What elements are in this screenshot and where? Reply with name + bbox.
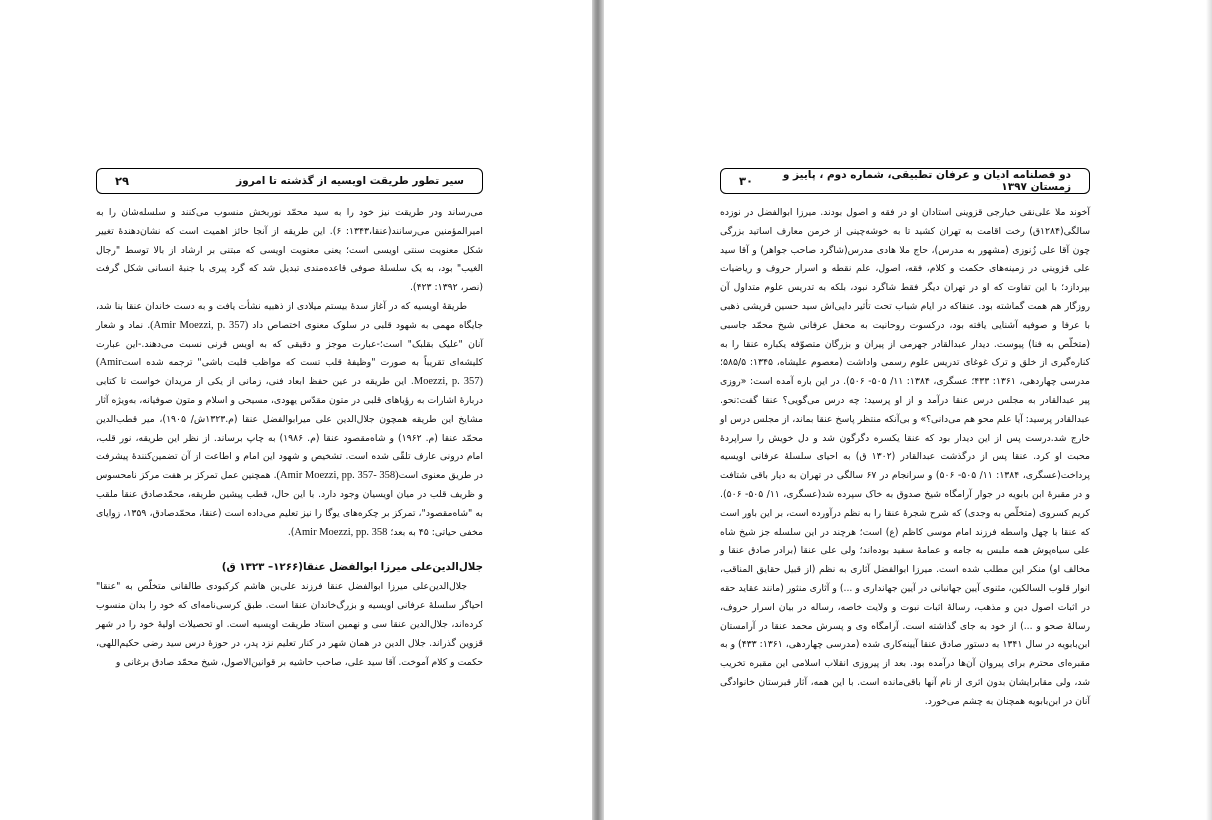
left-page-header bbox=[96, 168, 483, 194]
book-spine bbox=[592, 0, 604, 820]
citation: (Amir Moezzi, p. 357) bbox=[96, 357, 483, 388]
right-page-header bbox=[720, 168, 1090, 194]
text-run: . این طریقه در عین حفظ ابعاد فنی، زمانی از یکی از مریدان خواست تا کتابی دربارۀ اشارات به رؤیاهای قلبی در متون مقدّس یهودی، مسیحی و اسلام و متون صوفیانه، به‌ویژه آثار مشایخ این طریقه همچون جلال‌الدین علی میرابوالفضل عنقا (م.۱۳۲۳ش/ ۱۹۰۵)، میر قطب‌الدین محمّد عنقا (م. ۱۹۶۲) و شاه‌مقصود عنقا (م. ۱۹۸۶) به چاپ برساند. از نظر این طریقه، نور قلب، امام درونی عارف تلقّی شده است. تشخیص و شهود این امام و اطاعت از آن تضمین‌کنندۀ پیشرفت در طریق معنوی است bbox=[96, 376, 484, 482]
citation: Amir Moezzi, pp. 358 bbox=[294, 526, 388, 538]
section-gap bbox=[96, 542, 483, 556]
right-page-body bbox=[720, 204, 1090, 712]
text-run: ). bbox=[287, 526, 295, 538]
running-title: سیر تطور طریقت اویسیه از گذشته تا امروز bbox=[236, 175, 464, 187]
text-run: . همچنین عمل تمرکز بر هفت مرکز نامحسوس و ظریف قلب در میان اویسیان وجود دارد. با این حال، قطب پیشین طریقه، محمّدصادق عنقا ملقب به "شاه‌مقصود"، تمرکز بر چکره‌های یوگا را نیز تعلیم می‌داده است (عنقا، محمّدصادق، ۱۳۵۹، زوایای مخفی حیاتی: ۴۵ به بعد؛ bbox=[96, 470, 483, 538]
paragraph: می‌رساند ودر طریقت نیز خود را به سید محمّد نوربخش منسوب می‌کنند و سلسله‌شان را به امیرالمؤمنین می‌رسانند(عنقا،۱۳۴۳: ۶). این طریقه از آنجا حائز اهمیت است که نشان‌دهندۀ تغییر شکل معنویت سنتی اویسی است؛ یعنی معنویت اویسی که مبتنی بر ارشاد از بالا توسط "رجال الغیب" بود، به یک سلسلۀ صوفی قاعده‌مندی تبدیل شد که گرد پیری با جنبۀ انسانی شکل گرفت (نصر، ۱۳۹۲: ۴۲۳). bbox=[96, 207, 483, 294]
paragraph: آخوند ملا علی‌نقی خیارجی قزوینی استادان او در فقه و اصول بودند. میرزا ابوالفضل در نوزده سالگی(۱۲۸۴ق) رخت اقامت به تهران کشید تا به خوشه‌چینی از خرمن معارف اساتید بزرگی چون آقا علی زُنوزی (مشهور به مدرس)، حاج ملا هادی مدرس(شاگرد صاحب جواهر) و آقا سید علی قزوینی در زمینه‌های حکمت و کلام، فقه، اصول، علم نقطه و اسرار حروف و ریاضیات بپردازد؛ با این تفاوت که او در تهران دیگر فقط شاگرد نبود، بلکه به تدریس علوم متداول آن روزگار هم همت گماشته بود. عنقاکه در ایام شباب تحت تأثیر دایی‌اش سید حسین قریشی ذهبی با عرفا و صوفیه آشنایی یافته بود، درکسوت روحانیت به محفل عرفانی شیخ محمّد جاسبی (متخلّص به فنا) پیوست. دیدار عبدالقادر جهرمی از پیران و بزرگان متصوّفه یکباره عنقا را به کناره‌گیری از خلق و ترک غوغای تدریس علوم رسمی واداشت (معصوم علیشاه، ۱۳۴۵: ۵۸۵/۵؛ مدرسی چهاردهی، ۱۳۶۱: ۴۳۳؛ عسگری، ۱۳۸۴: ۱۱/ ۵۰۵- ۵۰۶). در این باره آمده است: «روزی پیر عبدالقادر به مجلس درس عنقا درآمد و از او پرسید: چه درس می‌گویی؟ عنقا گفت:نحو. عبدالقادر پرسید: آیا علم محو هم می‌دانی؟» و بی‌آنکه منتظر پاسخ عنقا بماند، از مجلس درس او خارج شد.درست پس از این دیدار بود که عنقا یکسره دگرگون شد و دل خویش را سراپردۀ محبت او کرد. عنقا پس از درگذشت عبدالقادر (۱۳۰۲ ق) به احیای سلسلۀ عرفانی اویسیه پرداخت(عسگری، ۱۳۸۴: ۱۱/ ۵۰۵- ۵۰۶) و سرانجام در ۶۷ سالگی در تهران به دیار باقی شتافت و در مقبرۀ ابن بابویه در جوار آرامگاه شیخ صدوق به خاک سپرده شد(عسگری، ۱۱/ ۵۰۵- ۵۰۶). کریم کسروی (متخلّص به وجدی) که شرح شجرۀ عنقا را به نظم درآورده است، بر این باور است که عنقا با چهل واسطه فرزند امام موسی کاظم (ع) است؛ هرچند در این سلسله جز شیخ شاه علی سیاه‌پوش همه ملبس به جامه و عمامۀ سفید بوده‌اند؛ ولی علی عنقا (برادر صادق عنقا و مخالف او) منکر این مطلب شده است. میرزا ابوالفضل آثاری به نظم (از قبیل حقایق المناقب، انوار قلوب السالکین، مثنوی آیین جهانبانی در آیین جهانداری و ...) و آثاری منثور (مانند عقاید حقه در اثبات اصول دین و مذهب، رسالۀ اثبات نبوت و ولایت خاصه، رساله در بیان اسرار حروف، رسالۀ صحو و ...) از خود به جای گذاشته است. آرامگاه وی و پسرش محمد عنقا در آرامستان ابن‌بابویه در سال ۱۳۴۱ به دستور صادق عنقا آیینه‌کاری شده (مدرسی چهاردهی، ۱۳۶۱: ۴۳۳) و به مقبره‌ای محترم برای پیروان آن‌ها درآمده بود. بعد از پیروزی انقلاب اسلامی این مقبره تخریب شد، ولی مقابرایشان بدون اثری از نام آنها باقی‌مانده است. با این همه، آثار قبرستان خانوادگی آنان در ابن‌بابویه همچنان به چشم می‌خورد. bbox=[720, 207, 1091, 707]
page-number: ۲۹ bbox=[115, 174, 130, 188]
citation: (Amir Moezzi, p. 357) bbox=[150, 319, 249, 331]
paragraph: جلال‌الدین‌علی میرزا ابوالفضل عنقا فرزند علی‌بن هاشم کرکبودی طالقانی متخلّص به "عنقا" احیاگر سلسلۀ عرفانی اویسیه و بزرگ‌خاندان عنقا است. طبق کرسی‌نامه‌ای که خود را بدان منسوب کرده‌اند، جلال‌الدین عنقا سی و نهمین استاد طریقت اویسیه است. او تحصیلات اولیۀ خود را در شهر قزوین گذراند. جلال الدین در همان شهر در کنار تعلیم نزد پدر، در حوزۀ درس سید رضی حکیم‌اللهی، حکمت و کلام آموخت. آقا سید علی، صاحب حاشیه بر قوانین‌الاصول، شیخ محمّد صادق برغانی و bbox=[96, 581, 483, 668]
text-run: . نماد و شعار آنان "علیک بقلبک" است؛-عبارت موجز و دقیقی که به اویس قرنی نسبت می‌دهند.-این عبارت کلیشه‌ای تقریباً به صورت "وظیفۀ قلب تست که مواظب قلبت باشی" ترجمه شده است bbox=[96, 319, 483, 369]
left-page bbox=[0, 0, 592, 820]
section-heading: جلال‌الدین‌علی میرزا ابوالفضل عنقا(۱۲۶۶– ۱۳۲۳ ق) bbox=[221, 561, 483, 574]
left-page-body bbox=[96, 204, 483, 672]
page-edge bbox=[1206, 0, 1212, 820]
right-page bbox=[604, 0, 1212, 820]
page-number: ۳۰ bbox=[739, 174, 754, 188]
paragraph bbox=[96, 298, 483, 542]
text-run: طریقۀ اویسیه که در آغاز سدۀ بیستم میلادی از ذهبیه نشأت یافت و به دست خاندان عنقا بنا شد، جایگاه مهمی به شهود قلبی در سلوک معنوی اختصاص داد bbox=[96, 300, 483, 331]
citation: (Amir Moezzi, pp. 357- 358) bbox=[276, 470, 399, 482]
running-title: دو فصلنامه ادیان و عرفان تطبیقی، شماره دوم ، پاییز و زمستان ۱۳۹۷ bbox=[782, 169, 1071, 193]
